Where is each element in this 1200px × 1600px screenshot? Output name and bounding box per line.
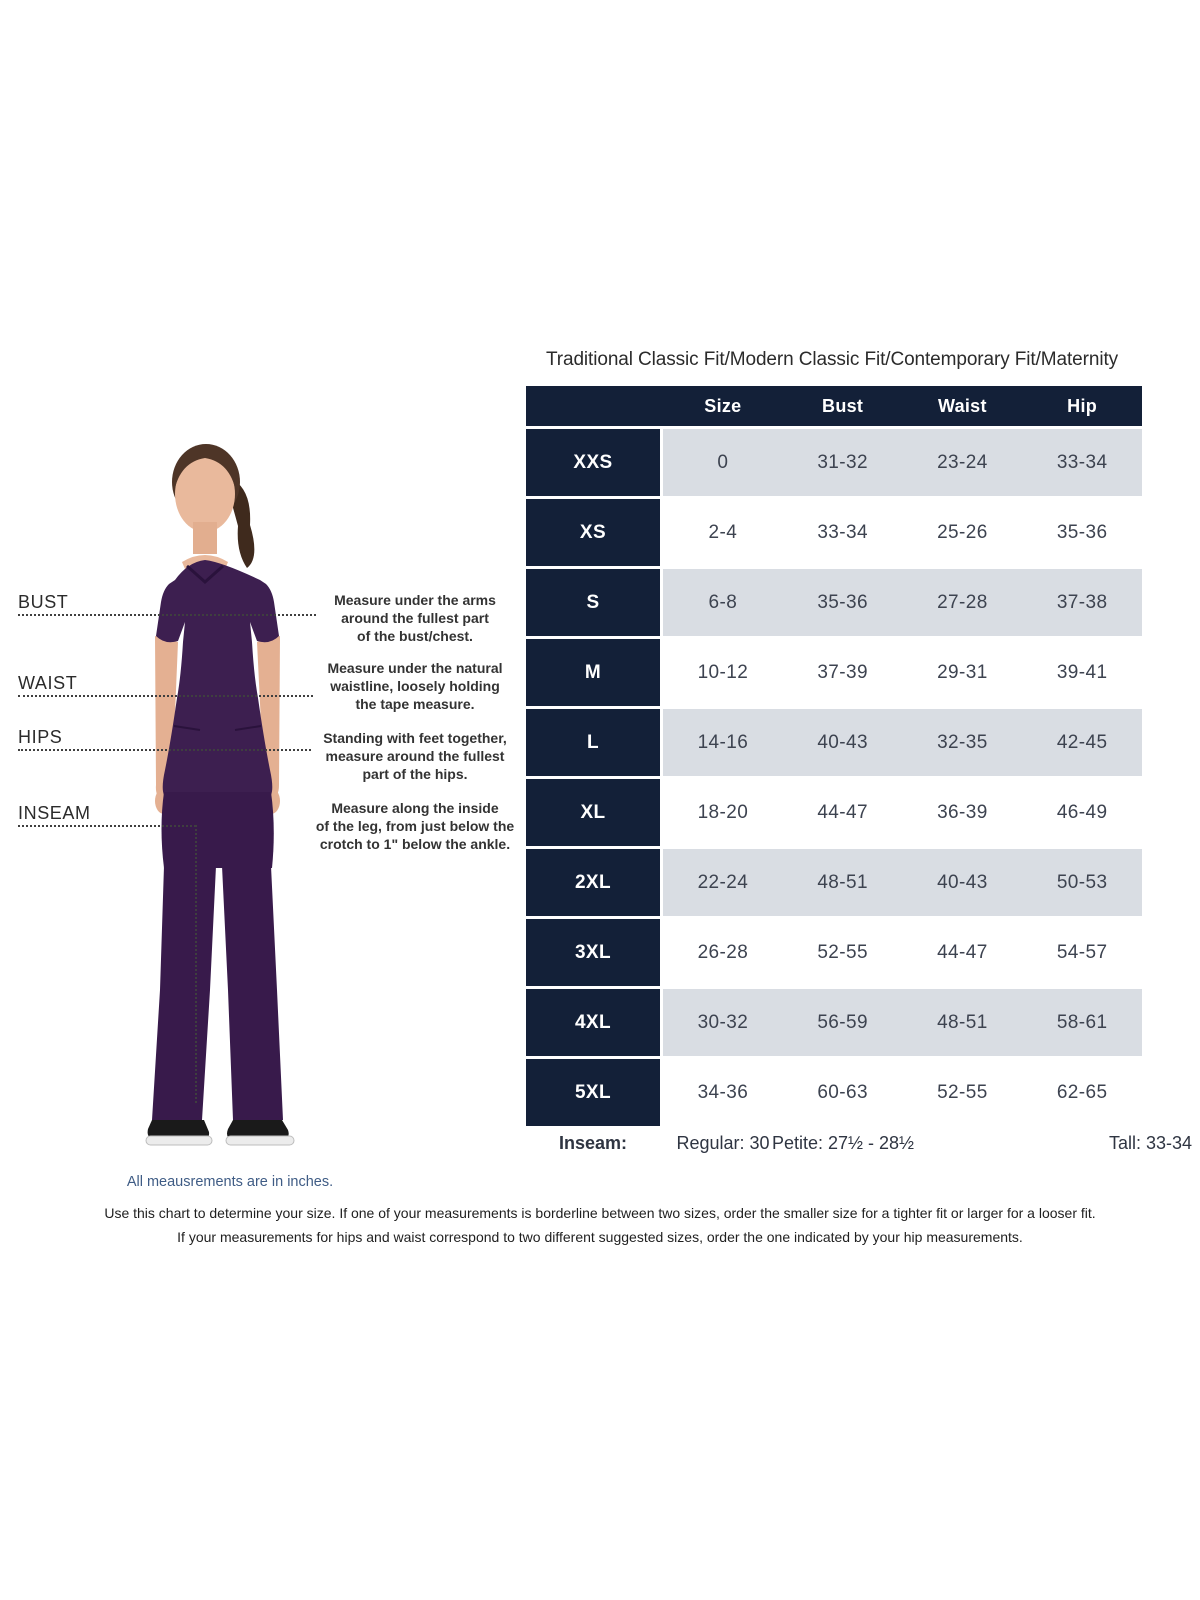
- hips-guide-line: [18, 749, 311, 751]
- cell-waist: 23-24: [937, 451, 988, 473]
- table-row: [526, 989, 1142, 1056]
- cell-bust: 31-32: [817, 451, 868, 473]
- cell-bust: 37-39: [817, 661, 868, 683]
- table-row: [526, 709, 1142, 776]
- bust-guide-line: [18, 614, 316, 616]
- bust-instruction: Measure under the arms around the fullest part of the bust/chest.: [334, 592, 496, 644]
- size-label: 5XL: [526, 1059, 660, 1126]
- cell-size: 30-32: [697, 1011, 749, 1033]
- cell-bust: 60-63: [817, 1081, 868, 1103]
- cell-hip: 62-65: [1056, 1081, 1108, 1103]
- footer-note-line2: If your measurements for hips and waist correspond to two different suggested sizes, order the one indicated by your hip measurements.: [177, 1229, 1023, 1245]
- column-header-size: Size: [704, 395, 742, 416]
- inseam-row: [526, 1130, 1192, 1156]
- cell-size: 26-28: [697, 941, 749, 963]
- cell-size: 18-20: [697, 801, 749, 823]
- size-table: [526, 386, 1142, 1129]
- cell-waist: 48-51: [937, 1011, 988, 1033]
- inseam-label: INSEAM: [18, 803, 91, 823]
- cell-hip: 46-49: [1056, 801, 1108, 823]
- column-header-bust: Bust: [822, 395, 864, 416]
- size-label: XS: [526, 499, 660, 566]
- cell-bust: 40-43: [817, 731, 868, 753]
- size-label: S: [526, 569, 660, 636]
- cell-bust: 44-47: [817, 801, 868, 823]
- figure-neck: [193, 522, 217, 554]
- cell-size: 22-24: [697, 871, 749, 893]
- cell-size: 2-4: [708, 521, 738, 543]
- hips-label: HIPS: [18, 727, 63, 747]
- table-row: [526, 499, 1142, 566]
- cell-size: 10-12: [697, 661, 749, 683]
- table-header-row: [526, 386, 1142, 426]
- column-header-waist: Waist: [937, 395, 987, 416]
- cell-bust: 33-34: [817, 521, 868, 543]
- size-label: XXS: [526, 429, 660, 496]
- size-label: 4XL: [526, 989, 660, 1056]
- cell-waist: 32-35: [937, 731, 988, 753]
- table-body: [526, 429, 1142, 1126]
- cell-bust: 35-36: [817, 591, 868, 613]
- inseam-guide-line: [18, 825, 196, 827]
- waist-instruction: Measure under the natural waistline, loosely holding the tape measure.: [327, 660, 503, 712]
- inseam-row-label: Inseam:: [558, 1132, 628, 1153]
- footer-note-line1: Use this chart to determine your size. If one of your measurements is borderline between two sizes, order the smaller size for a tighter fit or larger for a looser fit.: [104, 1205, 1096, 1221]
- table-row: [526, 849, 1142, 916]
- table-row: [526, 1059, 1142, 1126]
- table-row: [526, 919, 1142, 986]
- cell-hip: 39-41: [1056, 661, 1108, 683]
- inseam-tall: Tall: 33-34: [1108, 1132, 1192, 1153]
- cell-waist: 36-39: [937, 801, 988, 823]
- cell-waist: 44-47: [937, 941, 988, 963]
- cell-size: 0: [717, 451, 729, 473]
- hips-instruction: Standing with feet together, measure around the fullest part of the hips.: [323, 730, 507, 782]
- inseam-regular: Regular: 30: [676, 1132, 770, 1153]
- cell-hip: 37-38: [1056, 591, 1108, 613]
- bust-label: BUST: [18, 592, 69, 612]
- inseam-vertical-guide-line: [195, 825, 197, 1103]
- cell-bust: 52-55: [817, 941, 868, 963]
- woman-figure-illustration: [130, 430, 360, 1155]
- size-label: 3XL: [526, 919, 660, 986]
- size-label: L: [526, 709, 660, 776]
- size-label: XL: [526, 779, 660, 846]
- table-row: [526, 429, 1142, 496]
- chart-title: Traditional Classic Fit/Modern Classic Fit/Contemporary Fit/Maternity: [545, 349, 1119, 370]
- waist-guide-line: [18, 695, 313, 697]
- cell-hip: 58-61: [1056, 1011, 1108, 1033]
- table-row: [526, 569, 1142, 636]
- cell-hip: 50-53: [1056, 871, 1108, 893]
- inseam-petite: Petite: 27½ - 28½: [771, 1132, 915, 1153]
- cell-bust: 56-59: [817, 1011, 868, 1033]
- cell-size: 14-16: [697, 731, 749, 753]
- cell-waist: 29-31: [937, 661, 988, 683]
- cell-waist: 40-43: [937, 871, 988, 893]
- shoes: [146, 1120, 294, 1145]
- table-row: [526, 779, 1142, 846]
- cell-waist: 52-55: [937, 1081, 988, 1103]
- cell-bust: 48-51: [817, 871, 868, 893]
- cell-hip: 54-57: [1056, 941, 1108, 963]
- column-header-hip: Hip: [1067, 395, 1098, 416]
- cell-hip: 42-45: [1056, 731, 1108, 753]
- cell-waist: 27-28: [937, 591, 988, 613]
- inseam-instruction: Measure along the inside of the leg, from just below the crotch to 1" below the ankle.: [315, 800, 515, 852]
- waist-label: WAIST: [18, 673, 78, 693]
- woman-scrubs-figure: [130, 430, 360, 1155]
- table-row: [526, 639, 1142, 706]
- size-label: 2XL: [526, 849, 660, 916]
- size-label: M: [526, 639, 660, 706]
- cell-size: 34-36: [697, 1081, 749, 1103]
- cell-hip: 35-36: [1056, 521, 1108, 543]
- cell-waist: 25-26: [937, 521, 988, 543]
- cell-size: 6-8: [708, 591, 738, 613]
- cell-hip: 33-34: [1056, 451, 1108, 473]
- units-note: All meausrements are in inches.: [126, 1174, 334, 1190]
- scrub-pants: [152, 792, 283, 1120]
